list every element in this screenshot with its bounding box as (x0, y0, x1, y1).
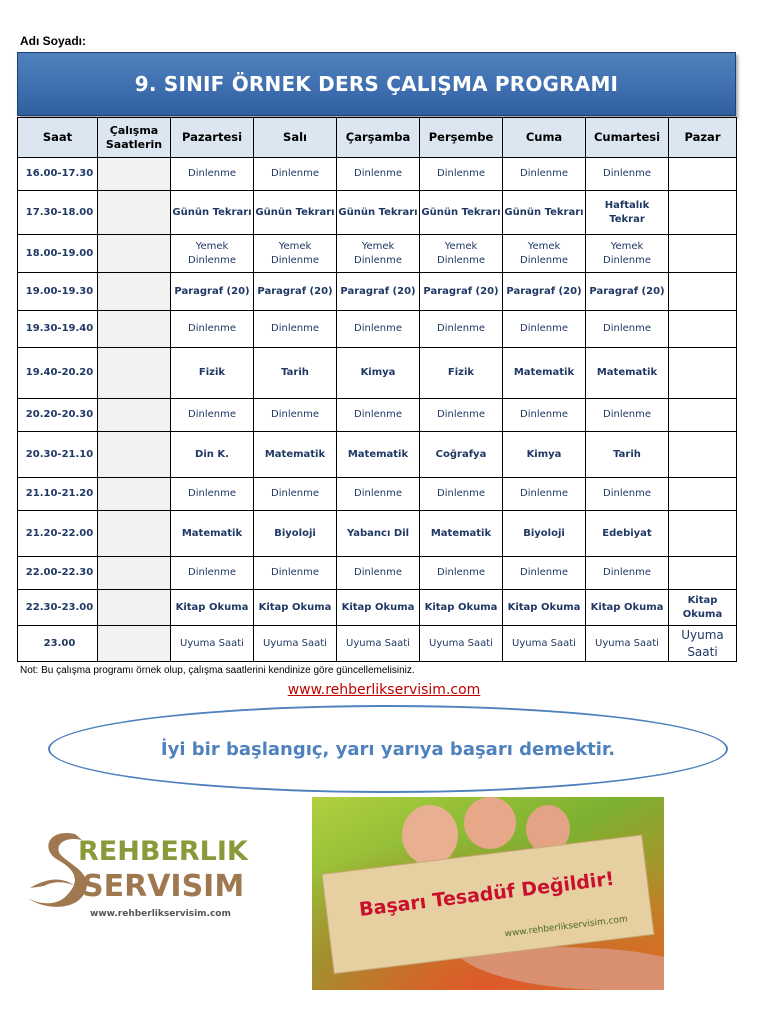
study-hours-cell (98, 557, 171, 590)
column-header: Pazar (669, 118, 737, 158)
column-header: Cumartesi (586, 118, 669, 158)
schedule-cell: Din K. (171, 432, 254, 478)
card-text: Başarı Tesadüf Değildir! (357, 867, 616, 921)
schedule-cell: Dinlenme (503, 158, 586, 191)
schedule-cell: Dinlenme (171, 478, 254, 511)
schedule-cell (669, 432, 737, 478)
time-cell: 20.20-20.30 (18, 399, 98, 432)
schedule-cell: Paragraf (20) (586, 273, 669, 311)
schedule-cell: Günün Tekrarı (420, 191, 503, 235)
schedule-cell: Biyoloji (254, 511, 337, 557)
study-hours-cell (98, 590, 171, 626)
schedule-cell: Günün Tekrarı (171, 191, 254, 235)
logo-line1: REHBERLIK (78, 836, 248, 867)
schedule-cell: Dinlenme (503, 478, 586, 511)
table-row (18, 590, 737, 626)
schedule-cell: Günün Tekrarı (503, 191, 586, 235)
study-hours-cell (98, 311, 171, 348)
success-photo (312, 797, 664, 990)
schedule-cell: Dinlenme (586, 557, 669, 590)
schedule-cell: Edebiyat (586, 511, 669, 557)
schedule-cell: Fizik (171, 348, 254, 399)
table-row (18, 273, 737, 311)
schedule-cell (669, 311, 737, 348)
time-cell: 18.00-19.00 (18, 235, 98, 273)
schedule-cell: Dinlenme (586, 399, 669, 432)
table-row (18, 557, 737, 590)
time-cell: 17.30-18.00 (18, 191, 98, 235)
schedule-cell: Dinlenme (337, 311, 420, 348)
schedule-cell: Dinlenme (171, 158, 254, 191)
schedule-cell: Dinlenme (503, 311, 586, 348)
study-hours-cell (98, 626, 171, 662)
study-hours-cell (98, 191, 171, 235)
column-header: Pazartesi (171, 118, 254, 158)
logo-url: www.rehberlikservisim.com (90, 909, 231, 919)
schedule-cell: Dinlenme (503, 557, 586, 590)
table-header-row (18, 118, 737, 158)
schedule-cell: Günün Tekrarı (337, 191, 420, 235)
schedule-cell: Dinlenme (254, 399, 337, 432)
schedule-cell (669, 273, 737, 311)
table-row (18, 158, 737, 191)
schedule-cell: Paragraf (20) (171, 273, 254, 311)
schedule-cell: Biyoloji (503, 511, 586, 557)
table-row (18, 235, 737, 273)
schedule-cell: Matematik (337, 432, 420, 478)
column-header: Saat (18, 118, 98, 158)
finger-icon (402, 805, 458, 865)
time-cell: 19.00-19.30 (18, 273, 98, 311)
schedule-cell: Dinlenme (420, 557, 503, 590)
card-url: www.rehberlikservisim.com (504, 914, 629, 940)
schedule-cell: Yemek Dinlenme (337, 235, 420, 273)
schedule-cell: Uyuma Saati (337, 626, 420, 662)
column-header: Perşembe (420, 118, 503, 158)
schedule-cell: Uyuma Saati (503, 626, 586, 662)
table-row (18, 311, 737, 348)
note-text: Not: Bu çalışma programı örnek olup, çalışma saatlerini kendinize göre güncellemelisiniz. (20, 665, 415, 676)
schedule-cell: Kimya (503, 432, 586, 478)
time-cell: 16.00-17.30 (18, 158, 98, 191)
study-hours-cell (98, 432, 171, 478)
study-hours-cell (98, 273, 171, 311)
time-cell: 22.30-23.00 (18, 590, 98, 626)
schedule-cell: Paragraf (20) (420, 273, 503, 311)
schedule-cell: Dinlenme (420, 311, 503, 348)
study-hours-cell (98, 399, 171, 432)
time-cell: 19.30-19.40 (18, 311, 98, 348)
schedule-cell: Matematik (171, 511, 254, 557)
schedule-cell: Yemek Dinlenme (420, 235, 503, 273)
quote-ellipse (48, 705, 728, 793)
schedule-cell: Fizik (420, 348, 503, 399)
schedule-cell: Paragraf (20) (503, 273, 586, 311)
website-link[interactable]: www.rehberlikservisim.com (287, 682, 481, 698)
schedule-cell (669, 348, 737, 399)
schedule-cell: Kitap Okuma (503, 590, 586, 626)
table-row (18, 432, 737, 478)
schedule-cell: Uyuma Saati (586, 626, 669, 662)
schedule-cell: Kitap Okuma (254, 590, 337, 626)
schedule-cell (669, 191, 737, 235)
schedule-cell: Dinlenme (337, 557, 420, 590)
time-cell: 22.00-22.30 (18, 557, 98, 590)
study-hours-cell (98, 511, 171, 557)
schedule-cell (669, 478, 737, 511)
schedule-cell: Dinlenme (337, 399, 420, 432)
column-header: Çalışma Saatlerin (98, 118, 171, 158)
schedule-cell: Uyuma Saati (171, 626, 254, 662)
schedule-cell: Yabancı Dil (337, 511, 420, 557)
time-cell: 21.20-22.00 (18, 511, 98, 557)
schedule-cell: Dinlenme (420, 478, 503, 511)
schedule-cell: Dinlenme (171, 311, 254, 348)
schedule-cell: Dinlenme (171, 399, 254, 432)
name-label: Adı Soyadı: (20, 34, 87, 48)
schedule-cell: Dinlenme (586, 158, 669, 191)
schedule-cell: Tarih (586, 432, 669, 478)
schedule-cell: Yemek Dinlenme (254, 235, 337, 273)
table-row (18, 399, 737, 432)
logo-line2: SERVISIM (82, 869, 245, 904)
schedule-cell: Matematik (420, 511, 503, 557)
time-cell: 20.30-21.10 (18, 432, 98, 478)
schedule-cell: Kimya (337, 348, 420, 399)
schedule-cell: Paragraf (20) (337, 273, 420, 311)
schedule-cell: Kitap Okuma (669, 590, 737, 626)
schedule-cell: Coğrafya (420, 432, 503, 478)
schedule-cell: Günün Tekrarı (254, 191, 337, 235)
schedule-cell: Matematik (254, 432, 337, 478)
schedule-table (17, 117, 737, 662)
schedule-cell: Kitap Okuma (586, 590, 669, 626)
study-hours-cell (98, 235, 171, 273)
column-header: Salı (254, 118, 337, 158)
schedule-cell: Yemek Dinlenme (503, 235, 586, 273)
schedule-cell: Dinlenme (586, 478, 669, 511)
logo-swoosh (30, 880, 75, 889)
schedule-cell: Dinlenme (254, 158, 337, 191)
time-cell: 21.10-21.20 (18, 478, 98, 511)
schedule-cell: Dinlenme (254, 311, 337, 348)
table-row (18, 191, 737, 235)
rehberlik-logo (20, 820, 260, 930)
column-header: Cuma (503, 118, 586, 158)
schedule-cell (669, 158, 737, 191)
table-row (18, 511, 737, 557)
table-row (18, 478, 737, 511)
schedule-cell: Dinlenme (337, 478, 420, 511)
schedule-cell (669, 557, 737, 590)
schedule-cell: Yemek Dinlenme (586, 235, 669, 273)
schedule-cell: Dinlenme (254, 478, 337, 511)
schedule-cell: Dinlenme (337, 158, 420, 191)
table-row (18, 348, 737, 399)
schedule-cell: Kitap Okuma (171, 590, 254, 626)
schedule-cell (669, 235, 737, 273)
page-title: 9. SINIF ÖRNEK DERS ÇALIŞMA PROGRAMI (17, 52, 736, 116)
schedule-cell: Kitap Okuma (337, 590, 420, 626)
time-cell: 19.40-20.20 (18, 348, 98, 399)
schedule-cell: Dinlenme (420, 399, 503, 432)
schedule-cell: Dinlenme (254, 557, 337, 590)
schedule-cell: Tarih (254, 348, 337, 399)
schedule-cell: Kitap Okuma (420, 590, 503, 626)
schedule-cell: Yemek Dinlenme (171, 235, 254, 273)
schedule-cell (669, 511, 737, 557)
study-hours-cell (98, 158, 171, 191)
schedule-cell (669, 399, 737, 432)
finger-icon (464, 797, 516, 849)
schedule-cell: Uyuma Saati (254, 626, 337, 662)
schedule-cell: Haftalık Tekrar (586, 191, 669, 235)
schedule-cell: Uyuma Saati (669, 626, 737, 662)
schedule-cell: Matematik (586, 348, 669, 399)
schedule-cell: Dinlenme (503, 399, 586, 432)
schedule-cell: Uyuma Saati (420, 626, 503, 662)
study-hours-cell (98, 478, 171, 511)
table-row (18, 626, 737, 662)
schedule-cell: Dinlenme (586, 311, 669, 348)
schedule-cell: Matematik (503, 348, 586, 399)
schedule-cell: Dinlenme (171, 557, 254, 590)
quote-text: İyi bir başlangıç, yarı yarıya başarı demektir. (160, 738, 616, 760)
study-hours-cell (98, 348, 171, 399)
time-cell: 23.00 (18, 626, 98, 662)
schedule-cell: Dinlenme (420, 158, 503, 191)
schedule-cell: Paragraf (20) (254, 273, 337, 311)
column-header: Çarşamba (337, 118, 420, 158)
